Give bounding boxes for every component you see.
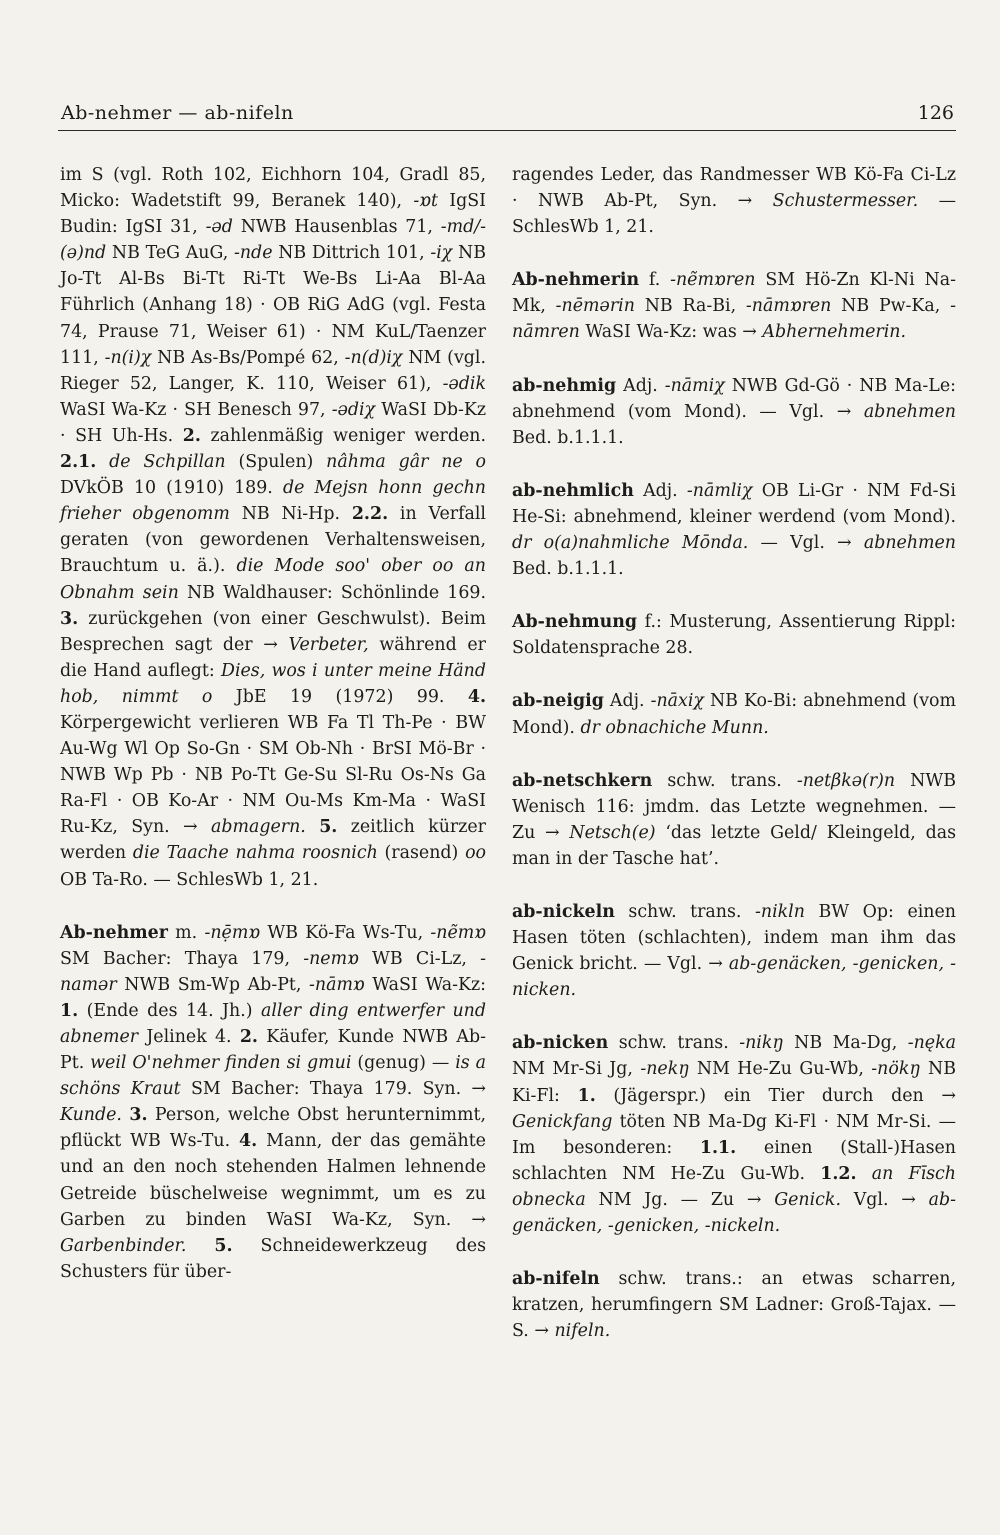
text-run: Adj. — [616, 375, 665, 396]
entry-text — [512, 478, 956, 582]
text-run: OB Li-Gr · NM Fd-Si He-Si: abnehmend, kleiner werdend (vom Mond). — [512, 480, 956, 527]
italic-text: -nāmren — [512, 296, 956, 343]
entry-ab-nehmerin — [512, 267, 956, 345]
italic-text: -nāmɒren — [745, 296, 832, 317]
text-run: während er die Hand auflegt: — [60, 634, 487, 681]
text-run: (Ende des 14. Jh.) — [78, 1000, 261, 1021]
text-run: Adj. — [633, 480, 687, 501]
text-run: NB TeG AuG, — [106, 243, 234, 264]
text-run: schw. trans. — [614, 901, 755, 922]
headword-or-sense-number: 1. — [60, 1000, 79, 1021]
text-run: ‘das letzte Geld/ Kleingeld, das man in der Tasche hat’. — [512, 822, 956, 869]
text-run: WaSI Wa-Kz: was → — [579, 322, 763, 343]
running-title: Ab-nehmer — ab-nifeln — [61, 102, 294, 124]
text-run: töten NB Ma-Dg Ki-Fl · NM Mr-Si. — Im besonderen: — [512, 1111, 956, 1158]
italic-text: -nēmərin — [555, 296, 635, 317]
text-run — [306, 817, 319, 837]
headword-or-sense-number: 3. — [129, 1105, 148, 1126]
italic-text: -netβkə(r)n — [796, 770, 896, 791]
text-run: WaSI Wa-Kz · SH Benesch 97, — [60, 399, 332, 420]
italic-text: -iχ — [430, 243, 453, 264]
headword-or-sense-number: 5. — [214, 1235, 233, 1256]
italic-text: -nde — [233, 243, 273, 264]
text-run: DVkÖB 10 (1910) 189. — [60, 478, 283, 499]
entry-ab-nehmer — [60, 920, 486, 1285]
italic-text: -ɒt — [413, 191, 438, 212]
text-run: Käufer, Kunde NWB Ab-Pt. — [60, 1027, 486, 1074]
entry-text — [512, 1266, 956, 1344]
text-run: BW Op: einen Hasen töten (schlachten), indem man ihm das Genick bricht. — Vgl. → — [512, 901, 956, 975]
entry-text — [512, 768, 956, 872]
italic-text: de Mejsn honn gechn frieher obgenomm — [60, 478, 487, 525]
text-run: (genug) — — [351, 1053, 456, 1074]
italic-text: an Fīsch obnecka — [512, 1163, 956, 1210]
headword-or-sense-number: ab-nifeln — [512, 1269, 600, 1290]
italic-text: -nekŋ — [640, 1059, 690, 1080]
italic-text: -nikln — [755, 901, 805, 922]
headword-or-sense-number: ab-netschkern — [512, 770, 653, 791]
text-run: (Jägerspr.) ein Tier durch den → — [595, 1085, 956, 1106]
text-run: ragendes Leder, das Randmesser WB Kö-Fa Ci-Lz · NWB Ab-Pt, Syn. → — [512, 165, 956, 212]
italic-text: -ədik — [442, 373, 486, 394]
text-run: NB As-Bs/Pompé 62, — [151, 347, 345, 368]
text-run: WB Ci-Lz, — [358, 948, 481, 969]
headword-or-sense-number: ab-nicken — [512, 1033, 609, 1054]
text-run: WB Kö-Fa Ws-Tu, — [260, 922, 431, 943]
entry-text — [512, 373, 956, 451]
headword-or-sense-number: ab-nehmlich — [512, 480, 634, 501]
text-run: f. — [639, 270, 671, 291]
italic-text: -nemɒ — [303, 948, 359, 969]
text-run: NWB Wenisch 116: jmdm. das Letzte wegnehmen. — Zu → — [512, 770, 956, 843]
italic-text: -nāmiχ — [664, 375, 725, 396]
italic-text: die Taache nahma roosnich — [132, 843, 378, 864]
italic-text: nâhma gâr ne o — [326, 452, 486, 473]
italic-text: nifeln. — [554, 1321, 611, 1342]
italic-text: -namər — [60, 948, 486, 995]
headword-or-sense-number: 2.1. — [60, 452, 97, 473]
text-run: (Spulen) — [225, 452, 327, 473]
italic-text: -nẹ̄mɒ — [204, 922, 261, 943]
italic-text: -ədiχ — [331, 399, 376, 420]
text-run: Schneidewerkzeug des Schusters für über- — [60, 1235, 486, 1282]
text-run: NB Ra-Bi, — [634, 296, 746, 317]
headword-or-sense-number: 2. — [239, 1027, 258, 1047]
entry-ab-nehmer-continuation — [512, 162, 956, 240]
text-run: NWB Gd-Gö · NB Ma-Le: abnehmend (vom Mond). — Vgl. → — [512, 375, 956, 422]
text-run: im S (vgl. Roth 102, Eichhorn 104, Gradl 85, Micko: Wadetstift 99, Beranek 140), — [60, 165, 486, 212]
text-run: zurückgehen (von einer Geschwulst). Beim Besprechen sagt der → — [60, 608, 486, 655]
headword-or-sense-number: 3. — [60, 608, 79, 629]
text-run: NB Ko-Bi: abnehmend (vom Mond). — [512, 691, 957, 738]
italic-text: Genickfang — [512, 1111, 613, 1132]
text-run: einen (Stall-)Hasen schlachten NM He-Zu Gu-Wb. — [512, 1137, 956, 1184]
italic-text: -n(d)iχ — [344, 347, 403, 368]
headword-or-sense-number: ab-nickeln — [512, 901, 615, 922]
entry-ab-nehmig — [512, 373, 956, 451]
text-run: Mann, der das gemähte und an den noch stehenden Halmen lehnende Getreide büschelweise wegnimmt, um es zu Garben zu binden WaSI Wa-Kz, Syn. → — [60, 1131, 486, 1230]
text-run: schw. trans.: an etwas scharren, kratzen, herumfingern SM Ladner: Groß-Tajax. — S. → — [512, 1269, 956, 1342]
entry-text — [60, 920, 486, 1285]
left-column — [60, 162, 486, 1312]
entry-text — [512, 267, 956, 345]
text-run: NB Pw-Ka, — [831, 296, 951, 317]
entry-text — [512, 162, 956, 240]
text-run: schw. trans. — [608, 1033, 740, 1054]
italic-text: abmagern. — [211, 817, 306, 838]
italic-text: Abhernehmerin. — [762, 322, 906, 343]
text-run: Jelinek 4. — [138, 1027, 240, 1047]
running-header — [58, 100, 956, 131]
text-run: JbE 19 (1972) 99. — [212, 686, 468, 707]
italic-text: -nökŋ — [871, 1059, 921, 1080]
italic-text: is a schöns Kraut — [60, 1053, 486, 1100]
right-column — [512, 162, 956, 1371]
headword-or-sense-number: Ab-nehmung — [512, 612, 638, 633]
text-run: in Verfall geraten (von gewordenen Verhaltensweisen, Brauchtum u. ä.). — [60, 504, 486, 577]
entry-ab-nifeln — [512, 1266, 956, 1344]
text-run: zeitlich kürzer werden — [60, 817, 486, 864]
entry-ab-nehmlich — [512, 478, 956, 582]
entry-ab-neigig — [512, 688, 956, 740]
headword-or-sense-number: ab-nehmig — [512, 375, 617, 396]
text-run: m. — [167, 922, 205, 943]
italic-text: -nāmliχ — [686, 480, 753, 501]
entry-ab-netschkern — [512, 768, 956, 872]
text-run: NB Ki-Fl: — [512, 1059, 956, 1106]
text-run: SM Bacher: Thaya 179. Syn. → — [180, 1079, 486, 1100]
entry-ab-nicken — [512, 1030, 956, 1239]
italic-text: -nikŋ — [739, 1033, 784, 1054]
text-run: NM Mr-Si Jg, — [512, 1059, 641, 1080]
headword-or-sense-number: Ab-nehmer — [60, 922, 168, 943]
headword-or-sense-number: 2.2. — [351, 504, 389, 525]
italic-text: weil O'nehmer finden si gmui — [90, 1053, 352, 1074]
entry-abnehmen-continuation — [60, 162, 486, 893]
entry-text — [60, 162, 486, 893]
italic-text: Dies, wos i unter meine Händ hob, nimmt o — [60, 660, 486, 707]
text-run: NM (vgl. Rieger 52, Langer, K. 110, Weiser 61), — [60, 347, 486, 394]
italic-text: dr obnachiche Munn. — [580, 717, 769, 738]
italic-text: -nẽmɒ — [430, 922, 487, 943]
text-run: NB Ni-Hp. — [229, 504, 352, 525]
text-run: WaSI Wa-Kz: — [364, 974, 486, 995]
italic-text: Genick. — [774, 1189, 841, 1210]
italic-text: -n(i)χ — [104, 347, 152, 368]
entry-text — [512, 688, 956, 740]
text-run: NB Dittrich 101, — [272, 243, 431, 264]
text-run: — Vgl. → — [748, 533, 864, 554]
headword-or-sense-number: 5. — [319, 817, 338, 838]
italic-text: -nẽmɒren — [670, 270, 756, 291]
entry-text — [512, 609, 956, 661]
text-run: (rasend) — [377, 843, 466, 864]
page-number: 126 — [917, 102, 954, 124]
italic-text: Schustermesser. — [772, 191, 919, 212]
italic-text: Garbenbinder. — [60, 1235, 187, 1256]
text-run — [96, 452, 109, 472]
headword-or-sense-number: 1.1. — [699, 1137, 737, 1158]
italic-text: Verbeter, — [288, 634, 369, 655]
text-run: schw. trans. — [652, 770, 797, 791]
text-run: NB Jo-Tt Al-Bs Bi-Tt Ri-Tt We-Bs Li-Aa Bl-Aa Führlich (Anhang 18) · OB RiG AdG (vgl. Festa 74, Prause 71, Weiser 61) · NM KuL/Taenzer 111, — [60, 243, 486, 368]
entry-ab-nickeln — [512, 899, 956, 1003]
text-run — [857, 1164, 872, 1184]
entry-text — [512, 899, 956, 1003]
text-run: f.: Musterung, Assentierung Rippl: Soldatensprache 28. — [512, 612, 956, 659]
italic-text: die Mode soo' ober oo an Obnahm sein — [60, 556, 486, 603]
entry-text — [512, 1030, 956, 1239]
headword-or-sense-number: Ab-nehmerin — [512, 270, 640, 291]
text-run: NWB Sm-Wp Ab-Pt, — [116, 974, 309, 995]
headword-or-sense-number: ab-neigig — [512, 691, 604, 712]
italic-text: ab-genäcken, -genicken, -nicken. — [512, 954, 956, 1001]
text-run: NWB Hausenblas 71, — [232, 217, 441, 238]
italic-text: -md/-(ə)nd — [60, 217, 486, 264]
text-run: SM Bacher: Thaya 179, — [60, 948, 304, 969]
text-run: NM He-Zu Gu-Wb, — [689, 1059, 872, 1080]
text-run: OB Ta-Ro. — SchlesWb 1, 21. — [60, 869, 319, 890]
headword-or-sense-number: 4. — [239, 1131, 258, 1152]
italic-text: Kunde. — [60, 1105, 122, 1126]
text-run: Bed. b.1.1.1. — [512, 427, 624, 448]
text-run — [186, 1236, 214, 1256]
italic-text: abnehmen — [863, 533, 957, 554]
headword-or-sense-number: 4. — [467, 686, 486, 707]
italic-text: Netsch(e) — [569, 822, 656, 843]
italic-text: de Schpillan — [109, 452, 226, 473]
entry-ab-nehmung — [512, 609, 956, 661]
text-run: — SchlesWb 1, 21. — [512, 191, 956, 238]
text-run: Vgl. → — [840, 1189, 929, 1210]
italic-text: ab-genäcken, -genicken, -nickeln. — [512, 1189, 957, 1236]
headword-or-sense-number: 1.2. — [820, 1163, 857, 1184]
text-run: Adj. — [603, 691, 651, 712]
text-run: Bed. b.1.1.1. — [512, 559, 624, 580]
italic-text: oo — [465, 843, 487, 864]
text-run: Körpergewicht verlieren WB Fa Tl Th-Pe · BW Au-Wg Wl Op So-Gn · SM Ob-Nh · BrSI Mö-Br · NWB Wp Pb · NB Po-Tt Ge-Su Sl-Ru Os-Ns Ga Ra-Fl · OB Ko-Ar · NM Ou-Ms Km-Ma · WaSI Ru-Kz, Syn. → — [60, 712, 486, 838]
text-run: IgSI Budin: IgSI 31, — [60, 191, 486, 238]
headword-or-sense-number: 2. — [182, 425, 201, 446]
italic-text: aller ding entwerfer und abnemer — [60, 1000, 486, 1047]
italic-text: dr o(a)nahmliche Mōnda. — [512, 533, 749, 554]
text-run: NB Ma-Dg, — [783, 1033, 908, 1054]
text-run: NM Jg. — Zu → — [585, 1189, 775, 1210]
text-run: Person, welche Obst herunternimmt, pflückt WB Ws-Tu. — [60, 1105, 487, 1152]
headword-or-sense-number: 1. — [577, 1085, 596, 1106]
italic-text: -əd — [205, 217, 233, 238]
italic-text: -nęka — [907, 1033, 956, 1054]
italic-text: abnehmen — [863, 401, 956, 422]
text-run: zahlenmäßig weniger werden. — [200, 425, 486, 446]
text-run: WaSI Db-Kz · SH Uh-Hs. — [60, 399, 486, 446]
text-run: SM Hö-Zn Kl-Ni Na-Mk, — [512, 270, 956, 317]
text-run: NB Waldhauser: Schönlinde 169. — [178, 582, 487, 603]
italic-text: -nāmɒ — [309, 974, 365, 995]
italic-text: -nāxiχ — [650, 691, 704, 712]
